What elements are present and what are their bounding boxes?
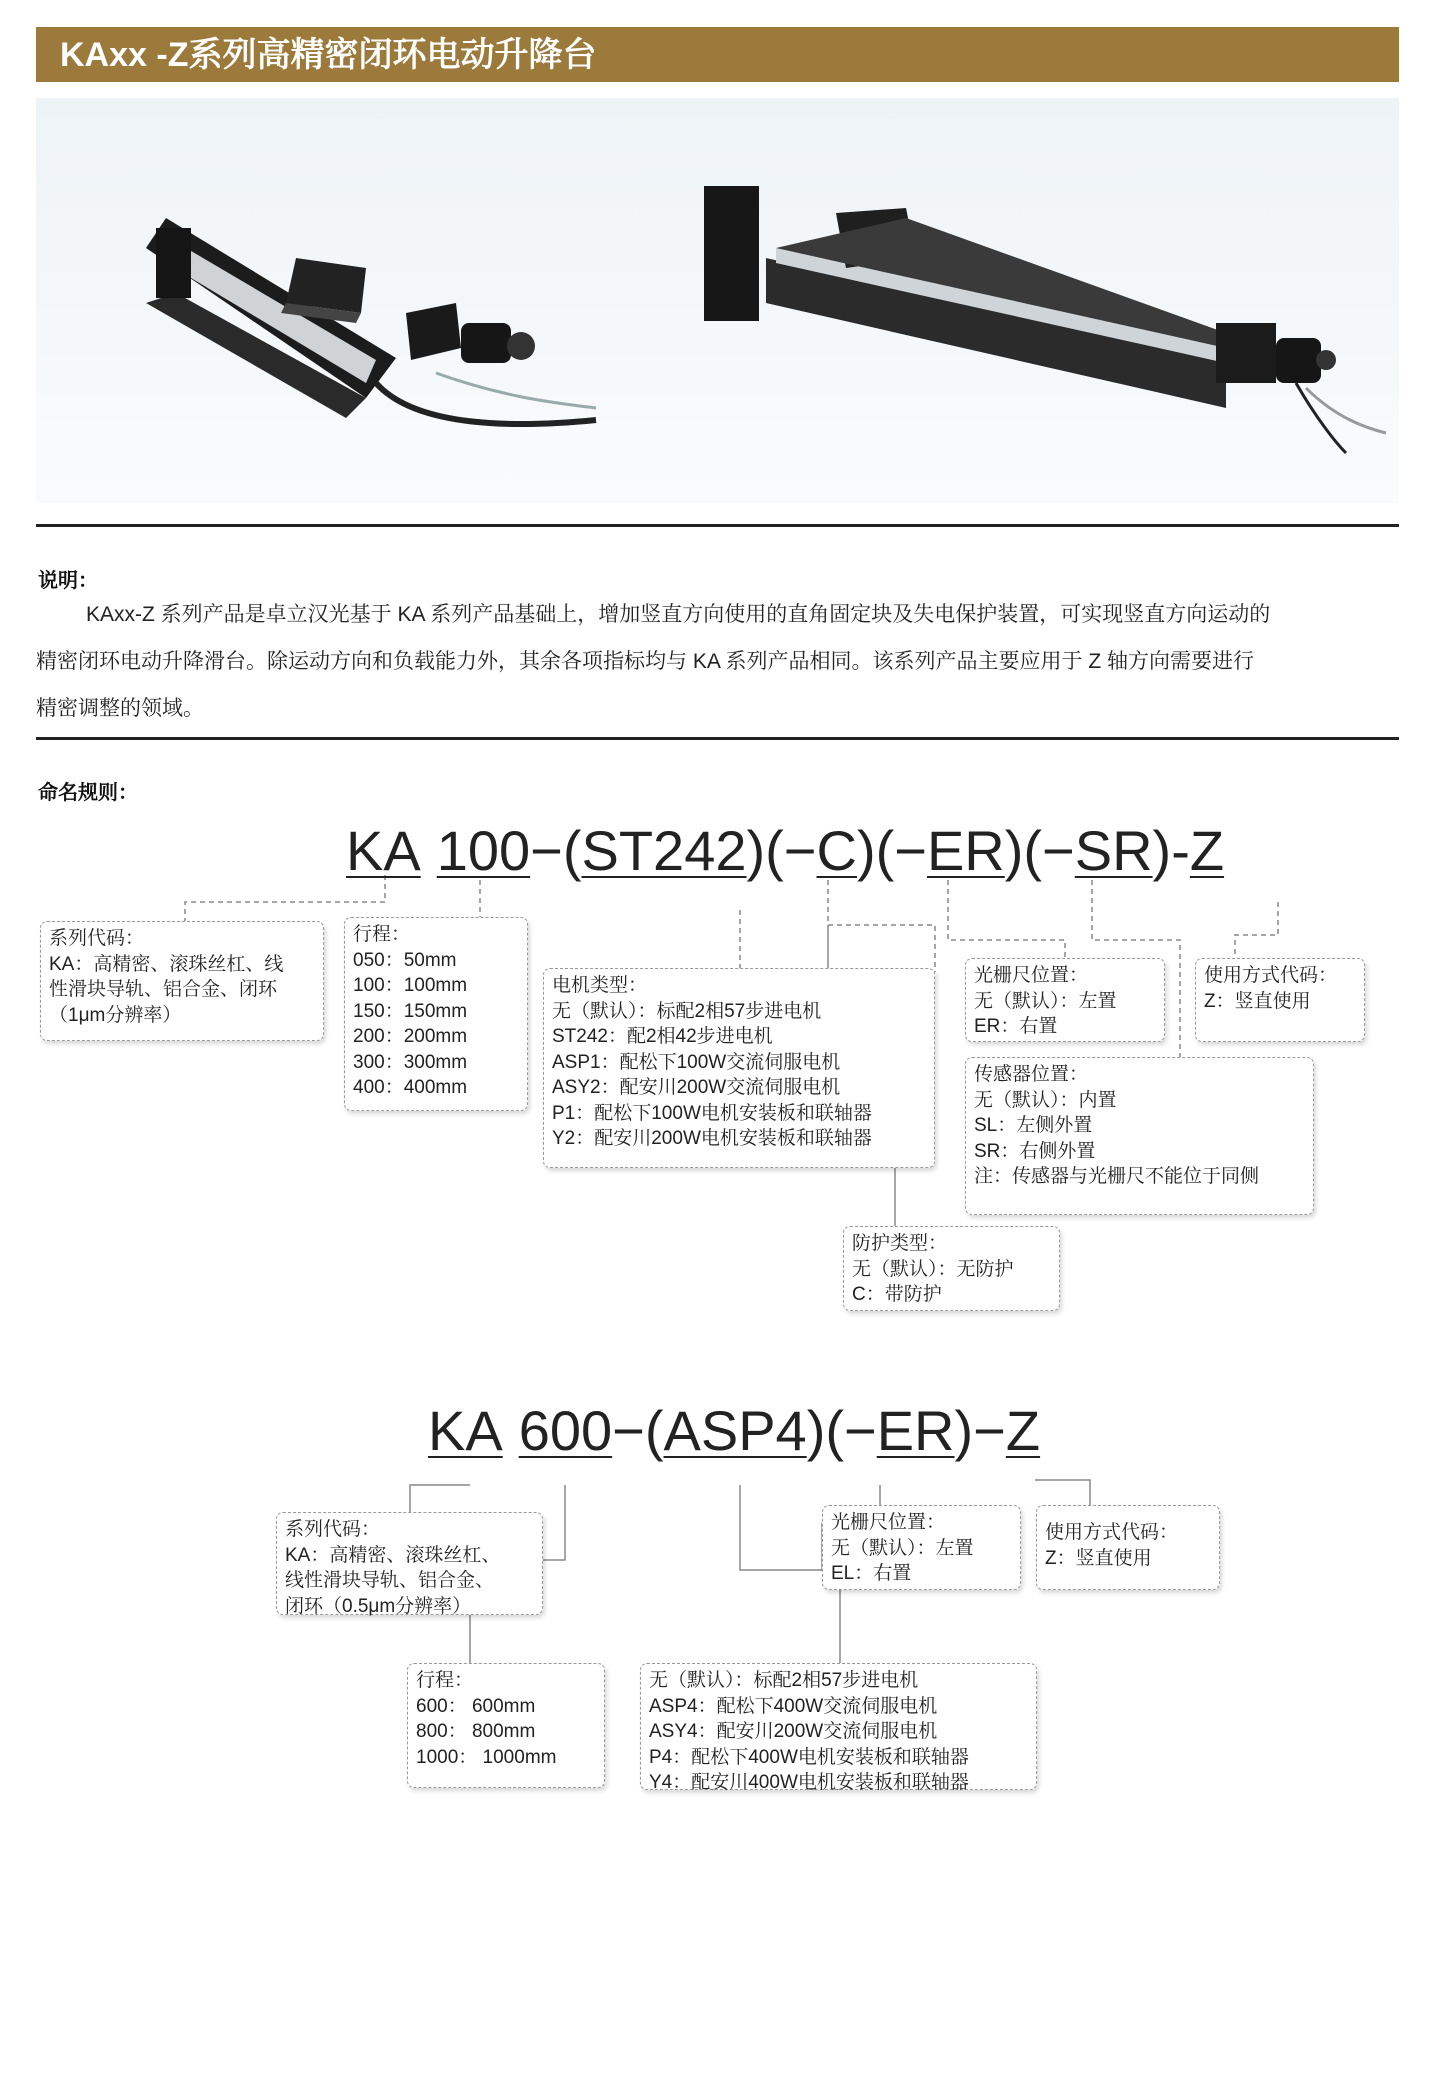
box-line: 150：150mm [353,1000,468,1022]
box-line: ER：右置 [974,1016,1058,1037]
box-line: 光栅尺位置： [831,1512,946,1533]
box-line: 无（默认）：标配2相57步进电机 [649,1670,919,1691]
model1-sensor: SR [1074,819,1153,882]
model1-sep: −( [530,819,582,882]
stroke-box-2 [407,1663,605,1788]
series-code-box-2 [276,1512,543,1615]
model-code-2 [428,1398,1040,1463]
model1-stroke: 100 [436,819,531,882]
box-line: 电机类型： [552,975,648,996]
model2-sep: −( [612,1399,664,1462]
box-line: 无（默认）：左置 [831,1537,974,1559]
model2-grating: ER [876,1399,955,1462]
box-line: Y4：配安川400W电机安装板和联轴器 [649,1772,969,1793]
description-heading: 说明： [38,570,98,592]
box-line: 无（默认）：内置 [974,1089,1117,1111]
box-line: ASY2：配安川200W交流伺服电机 [552,1077,841,1098]
page-title: KAxx -Z系列高精密闭环电动升降台 [60,36,597,74]
stroke-box-1 [344,917,528,1111]
box-line: KA：高精密、滚珠丝杠、 [285,1544,501,1566]
protection-type-box-1 [843,1226,1060,1311]
box-line: KA：高精密、滚珠丝杠、线 [49,953,284,975]
model1-motor: ST242 [581,819,747,882]
box-line: ASY4：配安川200W交流伺服电机 [649,1721,938,1742]
box-line: Z：竖直使用 [1204,990,1311,1012]
box-line: ST242：配2相42步进电机 [552,1026,773,1047]
box-line: 使用方式代码： [1204,965,1338,986]
box-line: 050：50mm [353,949,457,971]
model1-sep: )(− [746,819,817,882]
box-line: 光栅尺位置： [974,965,1089,986]
model2-sep: )− [954,1399,1006,1462]
description-line: 精密调整的领域。 [36,697,204,720]
sensor-position-box-1 [965,1057,1314,1215]
box-line: 传感器位置： [974,1064,1089,1085]
box-line: （1μm分辨率） [49,1004,182,1026]
model1-sep: )- [1152,819,1190,882]
box-line: 使用方式代码： [1045,1522,1179,1543]
box-line: Y2：配安川200W电机安装板和联轴器 [552,1128,872,1149]
description-line: 精密闭环电动升降滑台。除运动方向和负载能力外，其余各项指标均与 KA 系列产品相同。该系列产品主要应用于 Z 轴方向需要进行 [36,650,1255,673]
model1-sep: )(− [856,819,927,882]
box-line: 线性滑块导轨、铝合金、 [285,1570,495,1591]
box-line: 行程： [353,924,411,945]
box-line: 系列代码： [49,928,145,949]
box-line: 注：传感器与光栅尺不能位于同侧 [974,1166,1260,1187]
grating-position-box-2 [822,1505,1021,1590]
box-line: P4：配松下400W电机安装板和联轴器 [649,1746,969,1768]
model1-usage: Z [1189,819,1225,882]
grating-position-box-1 [965,958,1165,1042]
box-line: C：带防护 [852,1284,942,1305]
box-line: P1：配松下100W电机安装板和联轴器 [552,1102,872,1124]
box-line: ASP1：配松下100W交流伺服电机 [552,1051,841,1073]
motor-type-box-1 [543,968,935,1168]
box-line: SL：左侧外置 [974,1115,1093,1136]
box-line: 300：300mm [353,1051,468,1073]
motor-type-box-2 [640,1663,1037,1793]
box-line: EL：右置 [831,1563,912,1584]
box-line: 100：100mm [353,975,468,996]
usage-code-box-2 [1036,1505,1220,1590]
box-line: 行程： [416,1670,474,1691]
box-line: Z：竖直使用 [1045,1547,1152,1569]
box-line: SR：右侧外置 [974,1140,1096,1162]
model1-protection: C [816,819,857,882]
naming-heading: 命名规则： [38,782,138,804]
box-line: 200：200mm [353,1026,468,1047]
box-line: 系列代码： [285,1519,381,1540]
model2-series: KA [428,1399,503,1462]
box-line: 1000： 1000mm [416,1746,557,1768]
box-line: 闭环（0.5μm分辨率） [285,1595,472,1617]
series-code-box-1 [40,921,324,1041]
box-line: 防护类型： [852,1233,948,1254]
box-line: ASP4：配松下400W交流伺服电机 [649,1695,938,1717]
box-line: 400：400mm [353,1077,468,1098]
model1-sep: )(− [1004,819,1075,882]
box-line: 无（默认）：标配2相57步进电机 [552,1000,822,1022]
model2-stroke: 600 [518,1399,613,1462]
box-line: 无（默认）：无防护 [852,1258,1014,1280]
model2-usage: Z [1005,1399,1041,1462]
box-line: 800： 800mm [416,1721,536,1742]
model-code-1 [346,818,1224,883]
description-line: KAxx-Z 系列产品是卓立汉光基于 KA 系列产品基础上，增加竖直方向使用的直角固定块及失电保护装置，可实现竖直方向运动的 [86,603,1271,626]
model2-motor: ASP4 [663,1399,807,1462]
usage-code-box-1 [1195,958,1365,1042]
box-line: 无（默认）：左置 [974,990,1117,1012]
model1-grating: ER [926,819,1005,882]
box-line: 600： 600mm [416,1695,536,1717]
model2-sep: )(− [806,1399,877,1462]
box-line: 性滑块导轨、铝合金、闭环 [49,979,278,1000]
model1-series: KA [346,819,421,882]
